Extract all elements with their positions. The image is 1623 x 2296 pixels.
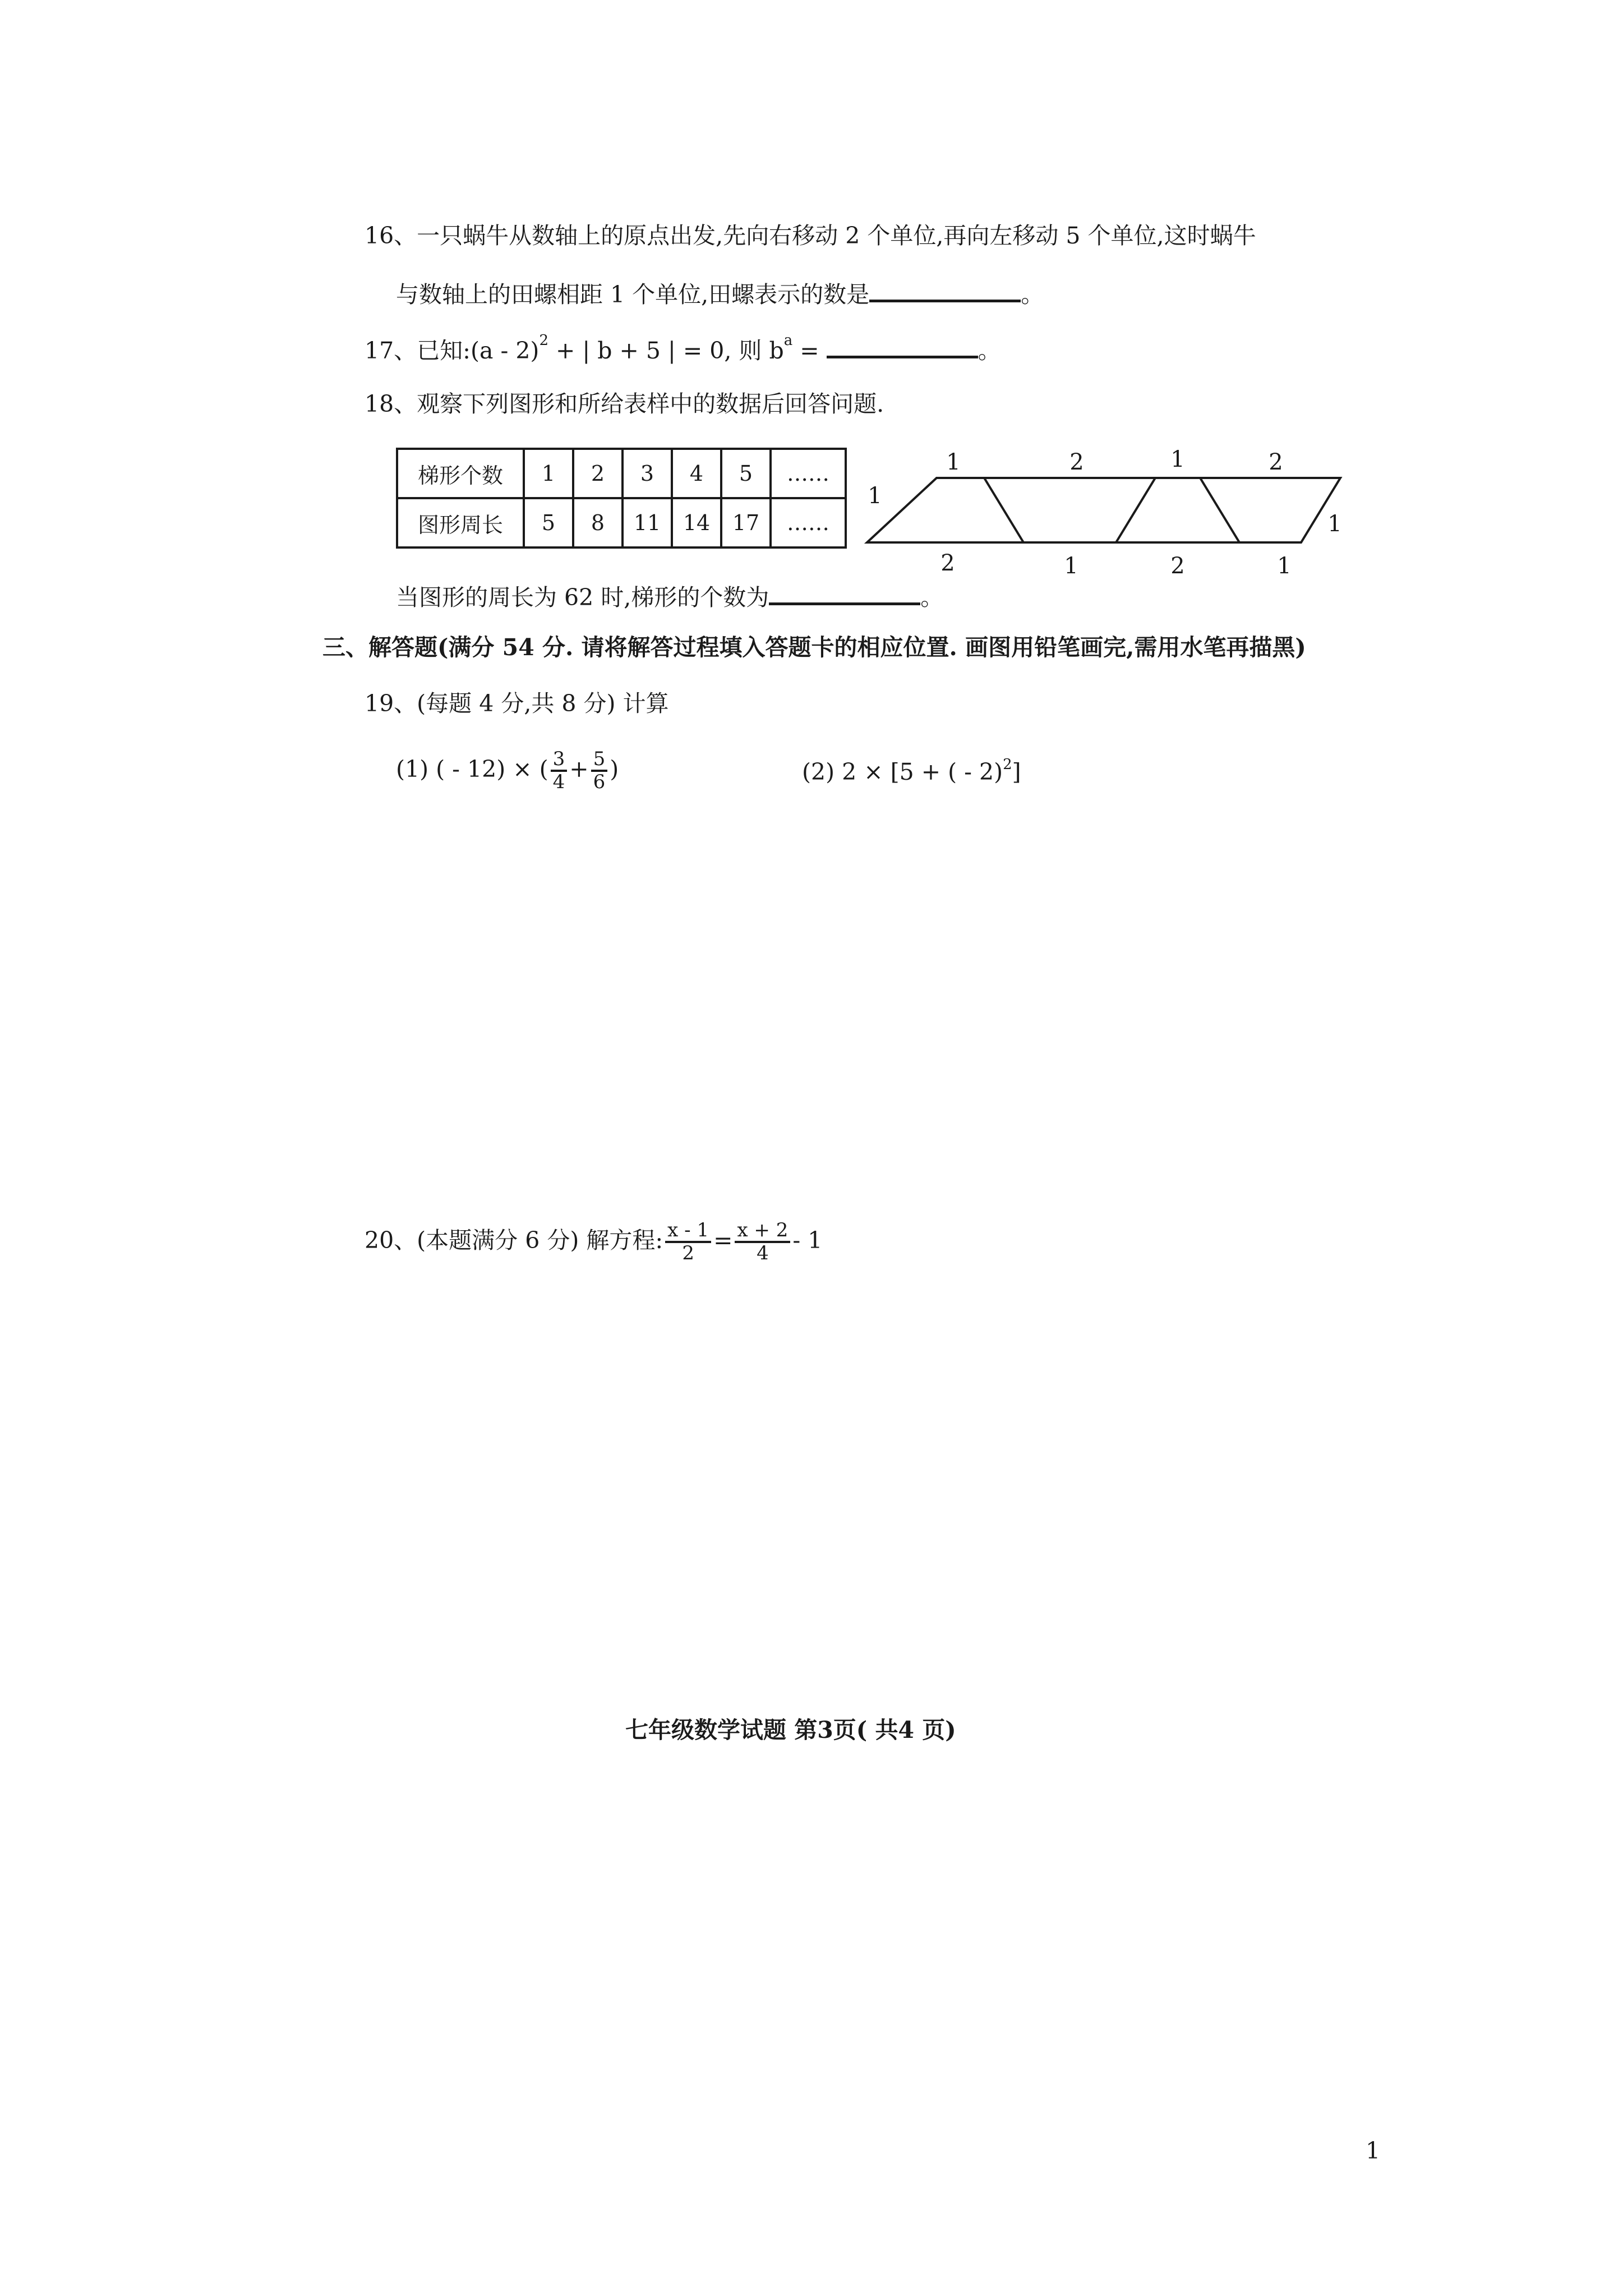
q18-question-text: 当图形的周长为 62 时,梯形的个数为 — [396, 584, 769, 611]
table-row-header: 图形周长 — [397, 498, 524, 547]
trapezoid-divider — [984, 478, 1023, 542]
trapezoid-divider — [1116, 478, 1155, 542]
table-cell: 17 — [721, 498, 771, 547]
fraction-denominator: 6 — [593, 771, 606, 794]
q17-prefix: 17、已知:(a - 2) — [365, 337, 540, 364]
q19-p1-fraction-1 — [551, 749, 568, 793]
q17-end: 。 — [978, 337, 1001, 364]
figure-label-left: 1 — [868, 483, 882, 509]
page-number: 1 — [1366, 2137, 1381, 2164]
q19-p1-suffix: ) — [610, 755, 619, 783]
table-cell: 1 — [524, 449, 573, 498]
q17-equals: = — [792, 337, 827, 364]
figure-label-top: 2 — [1269, 449, 1283, 475]
figure-label-bottom: 1 — [1064, 553, 1078, 579]
q20-eq: = — [713, 1226, 733, 1254]
q17-exp2: a — [783, 332, 793, 349]
fraction-denominator: 4 — [552, 771, 565, 794]
trapezoid-divider — [1200, 478, 1239, 542]
figure-label-right: 1 — [1327, 511, 1342, 537]
q19-text: 19、(每题 4 分,共 8 分) 计算 — [365, 690, 669, 717]
q19-p1-fraction-2 — [591, 749, 608, 793]
q16-line2 — [396, 280, 1044, 306]
q19-p1-plus: + — [569, 755, 589, 783]
table-row — [397, 498, 846, 547]
table-cell: 5 — [721, 449, 771, 498]
q20-line — [365, 1220, 822, 1264]
q18-text: 18、观察下列图形和所给表样中的数据后回答问题. — [365, 390, 884, 417]
figure-label-top: 1 — [1170, 447, 1185, 472]
fraction-denominator: 4 — [757, 1242, 769, 1265]
trapezoid-figure — [858, 439, 1352, 585]
section3-heading: 三、解答题(满分 54 分. 请将解答过程填入答题卡的相应位置. 画图用铅笔画完,需用水笔再描黑) — [322, 634, 1306, 661]
table-row-header: 梯形个数 — [397, 449, 524, 498]
fraction-numerator: 3 — [551, 749, 568, 772]
q19-p2-exp: 2 — [1003, 756, 1012, 773]
q18-answer-blank — [769, 583, 920, 605]
q18-data-table — [396, 448, 847, 549]
q16-line1: 16、一只蜗牛从数轴上的原点出发,先向右移动 2 个单位,再向左移动 5 个单位,这时蜗牛 — [365, 222, 1256, 249]
table-cell: 11 — [623, 498, 672, 547]
q16-end: 。 — [1021, 281, 1044, 308]
q20-suffix: - 1 — [792, 1226, 823, 1254]
fraction-numerator: 5 — [591, 749, 608, 772]
q20-fraction-1 — [665, 1220, 711, 1264]
figure-label-bottom: 2 — [940, 550, 955, 576]
q17-exp1: 2 — [539, 332, 548, 349]
q16-answer-blank — [869, 280, 1021, 302]
q20-fraction-2 — [735, 1220, 790, 1264]
table-cell: 5 — [524, 498, 573, 547]
figure-label-bottom: 1 — [1277, 553, 1292, 579]
table-row — [397, 449, 846, 498]
figure-label-top: 1 — [946, 449, 961, 475]
q18-end: 。 — [920, 584, 944, 611]
table-cell: …… — [771, 498, 846, 547]
q19-part2 — [802, 756, 1021, 785]
q18-question — [396, 583, 943, 609]
q19-part1 — [396, 749, 619, 793]
table-cell: 8 — [573, 498, 623, 547]
q20-prefix: 20、(本题满分 6 分) 解方程: — [365, 1226, 663, 1254]
table-cell: 3 — [623, 449, 672, 498]
table-cell: 14 — [672, 498, 721, 547]
figure-label-bottom: 2 — [1170, 553, 1185, 579]
table-cell: 4 — [672, 449, 721, 498]
fraction-denominator: 2 — [682, 1242, 694, 1265]
q19-p1-prefix: (1) ( - 12) × ( — [396, 755, 548, 783]
fraction-numerator: x - 1 — [665, 1220, 711, 1243]
q17-answer-blank — [827, 337, 978, 358]
q16-line2-text: 与数轴上的田螺相距 1 个单位,田螺表示的数是 — [396, 281, 870, 308]
trapezoid-outline — [867, 478, 1340, 542]
fraction-numerator: x + 2 — [735, 1220, 790, 1243]
q17-line — [365, 332, 1001, 364]
q19-p2-prefix: (2) 2 × [5 + ( - 2) — [802, 758, 1003, 785]
q19-p2-suffix: ] — [1012, 758, 1021, 785]
table-cell: 2 — [573, 449, 623, 498]
q17-middle: + | b + 5 | = 0, 则 b — [548, 337, 784, 364]
table-cell: …… — [771, 449, 846, 498]
figure-label-top: 2 — [1069, 449, 1084, 475]
footer-title: 七年级数学试题 第3页( 共4 页) — [625, 1717, 956, 1743]
